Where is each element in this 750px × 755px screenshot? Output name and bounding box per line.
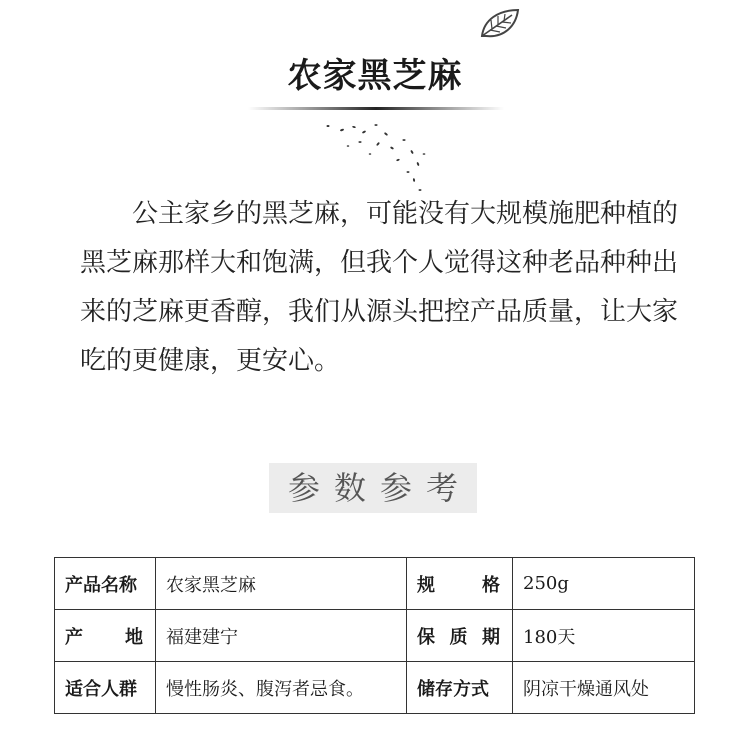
spec-label: 产 地 [55,610,156,662]
spec-table [54,557,695,714]
spec-value: 福建建宁 [156,610,407,662]
spec-value: 180天 [513,610,695,662]
intro-paragraph: 公主家乡的黑芝麻，可能没有大规模施肥种植的黑芝麻那样大和饱满，但我个人觉得这种老品种种出来的芝麻更香醇，我们从源头把控产品质量，让大家吃的更健康，更安心。 [80,199,679,376]
table-row [55,558,695,610]
section-heading [269,463,477,513]
title-divider [248,106,504,112]
table-row [55,610,695,662]
spec-value: 农家黑芝麻 [156,558,407,610]
page-title: 农家黑芝麻 [287,56,463,96]
spec-value: 慢性肠炎、腹泻者忌食。 [156,662,407,714]
spec-label: 规 格 [407,558,513,610]
spec-label: 保质期 [407,610,513,662]
spec-value: 阴凉干燥通风处 [513,662,695,714]
table-row [55,662,695,714]
spec-value: 250g [513,558,695,610]
leaf-icon [478,6,522,42]
section-heading-text: 参数参考 [287,469,472,507]
spec-label: 适合人群 [55,662,156,714]
sesame-seeds-decoration [320,118,440,198]
spec-label: 储存方式 [407,662,513,714]
spec-label: 产品名称 [55,558,156,610]
